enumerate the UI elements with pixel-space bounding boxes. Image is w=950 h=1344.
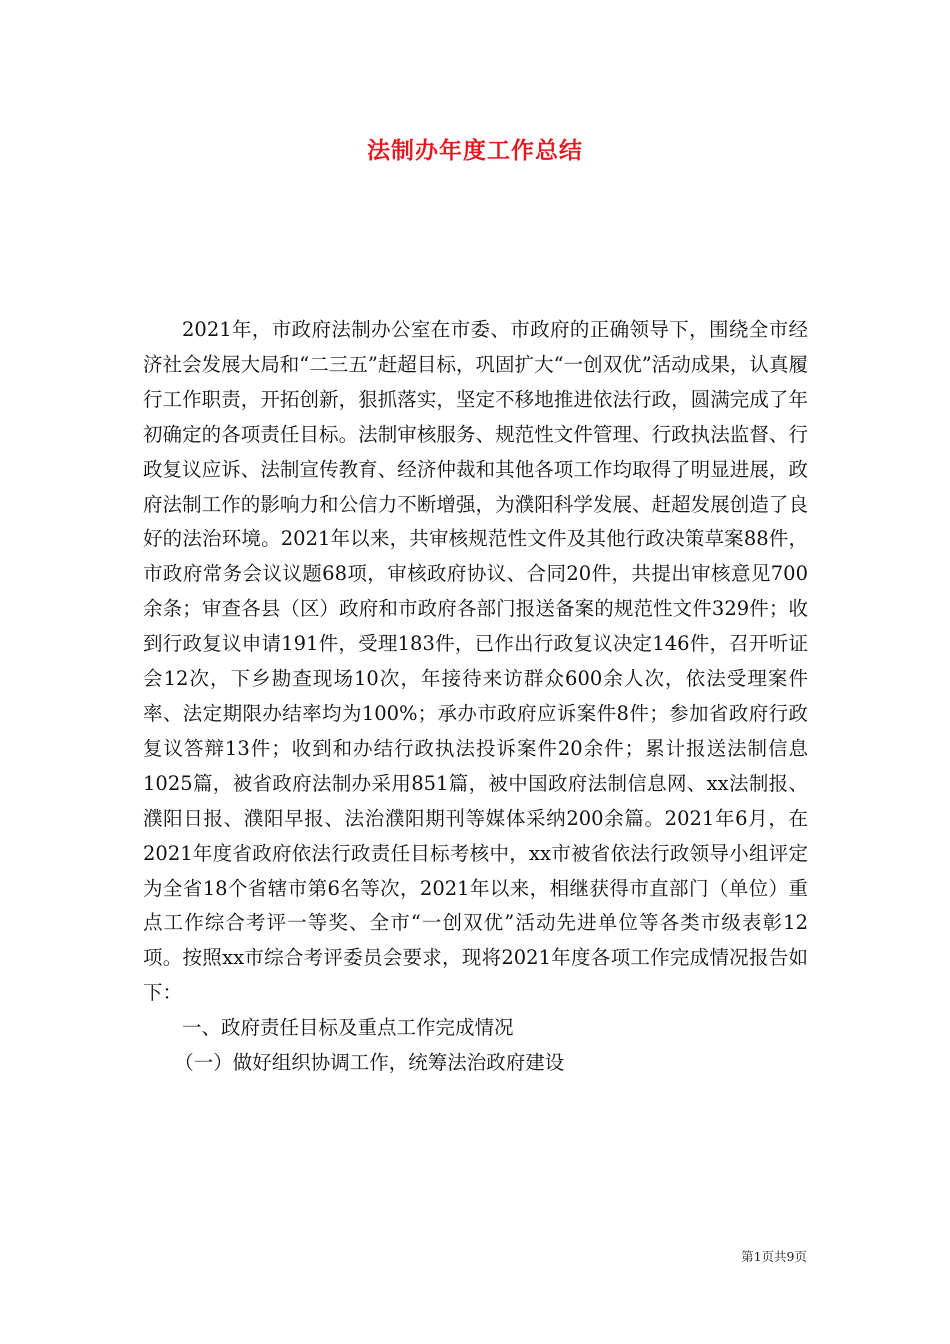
section-heading: 一、政府责任目标及重点工作完成情况 — [182, 1016, 514, 1040]
subsection-heading: （一）做好组织协调工作，统筹法治政府建设 — [174, 1051, 565, 1075]
document-body — [143, 313, 808, 1081]
page-title: 法制办年度工作总结 — [367, 137, 583, 164]
intro-paragraph: 2021年，市政府法制办公室在市委、市政府的正确领导下，围绕全市经济社会发展大局和“二三五”赶超目标，巩固扩大“一创双优”活动成果，认真履行工作职责，开拓创新，狠抓落实，坚定不移地推进依法行政，圆满完成了年初确定的各项责任目标。法制审核服务、规范性文件管理、行政执法监督、行政复议应诉、法制宣传教育、经济仲裁和其他各项工作均取得了明显进展，政府法制工作的影响力和公信力不断增强，为濮阳科学发展、赶超发展创造了良好的法治环境。2021年以来，共审核规范性文件及其他行政决策草案88件，市政府常务会议议题68项，审核政府协议、合同20件，共提出审核意见700余条；审查各县（区）政府和市政府各部门报送备案的规范性文件329件；收到行政复议申请191件，受理183件，已作出行政复议决定146件，召开听证会12次，下乡勘查现场10次，年接待来访群众600余人次，依法受理案件率、法定期限办结率均为100%；承办市政府应诉案件8件；参加省政府行政复议答辩13件；收到和办结行政执法投诉案件20余件；累计报送法制信息1025篇，被省政府法制办采用851篇，被中国政府法制信息网、xx法制报、濮阳日报、濮阳早报、法治濮阳期刊等媒体采纳200余篇。2021年6月，在2021年度省政府依法行政责任目标考核中，xx市被省依法行政领导小组评定为全省18个省辖市第6名等次，2021年以来，相继获得市直部门（单位）重点工作综合考评一等奖、全市“一创双优”活动先进单位等各类市级表彰12项。按照xx市综合考评委员会要求，现将2021年度各项工作完成情况报告如下： — [143, 318, 808, 1005]
page-number-indicator: 第1页共9页 — [741, 1249, 807, 1264]
